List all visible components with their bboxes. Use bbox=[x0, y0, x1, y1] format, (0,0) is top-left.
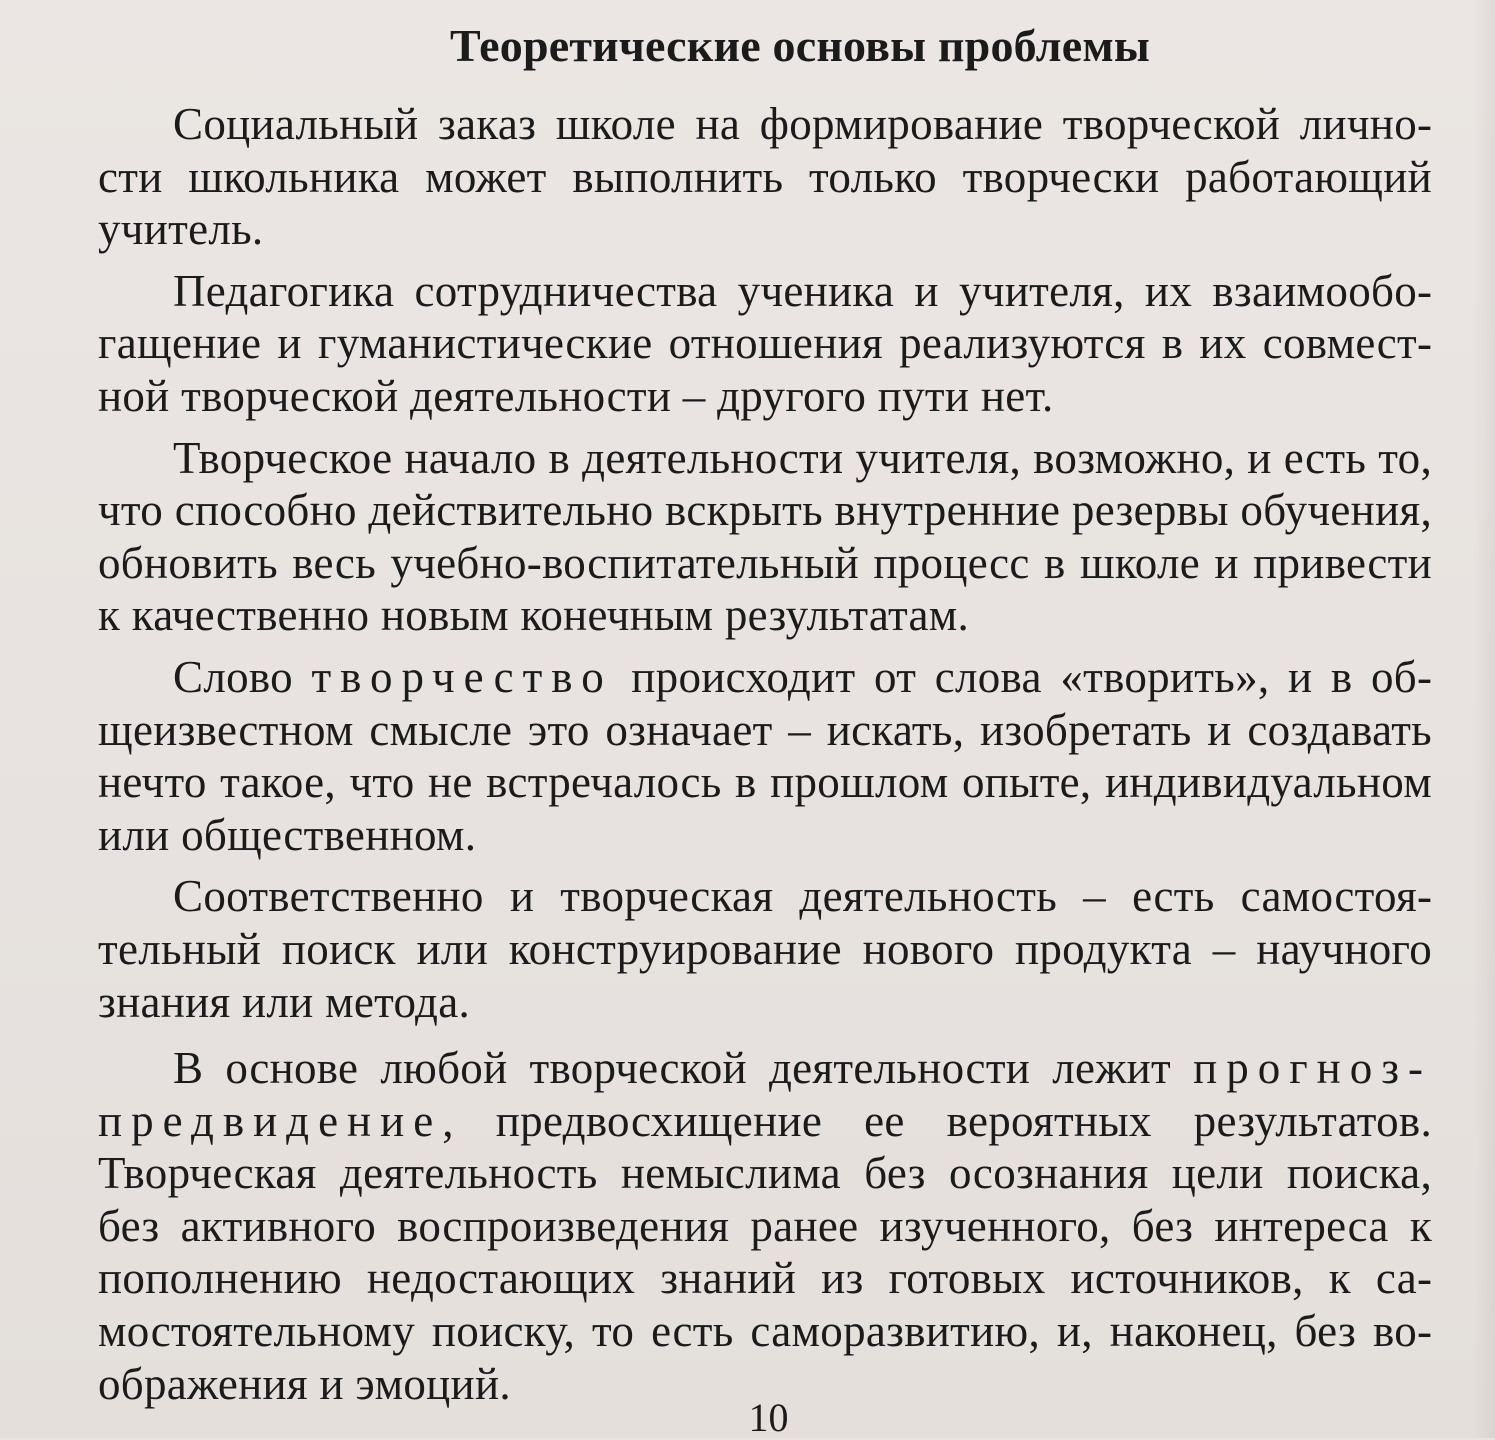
paragraph-2: Педагогика сотрудничества ученика и учителя, их взаимообогащение и гуманистические отношения реализуются в их совместной творческой деятельности – другого пути нет. bbox=[98, 265, 1432, 421]
paragraph-6 bbox=[98, 1042, 1432, 1410]
paragraph-6-start: В основе любой творческой деятельности лежит bbox=[173, 1043, 1194, 1094]
page-title: Теоретические основы проблемы bbox=[450, 20, 1150, 71]
paragraph-4-start: Слово bbox=[173, 651, 312, 702]
paragraph-3: Творческое начало в деятельности учителя, возможно, и есть то, что способно действительно вскрыть внутренние резервы обучения, обновить весь учебно-воспитательный процесс в школе и привести к качественно новым конечным результатам. bbox=[98, 432, 1432, 641]
page-edge-shadow bbox=[1473, 0, 1495, 1438]
page-number: 10 bbox=[748, 1395, 789, 1440]
body-text bbox=[98, 98, 1432, 1410]
paragraph-5: Соответственно и творческая деятельность – есть самостоятельный поиск или конструирование нового продукта – научного знания или метода. bbox=[98, 871, 1432, 1027]
paragraph-4-rest: происходит от слова «творить», и в общеизвестном смысле это означает – искать, изобретать и создавать нечто такое, что не встречалось в прошлом опыте, индивидуальном или общественном. bbox=[98, 651, 1432, 860]
paragraph-6-rest: , предвосхищение ее вероятных результатов. Творческая деятельность немыслима без осознания цели поиска, без активного воспроизведения ранее изученного, без интереса к пополнению недостающих знаний из готовых источников, к самостоятельному поиску, то есть саморазвитию, и, наконец, без воображения и эмоций. bbox=[98, 1095, 1432, 1409]
paragraph-1: Социальный заказ школе на формирование творческой личности школьника может выполнить только творчески работающий учитель. bbox=[98, 99, 1432, 255]
paragraph-4 bbox=[98, 651, 1432, 861]
spaced-term-forecast: прогноз-предвидение bbox=[98, 1043, 1432, 1146]
spaced-term-creativity: творчество bbox=[311, 651, 613, 702]
